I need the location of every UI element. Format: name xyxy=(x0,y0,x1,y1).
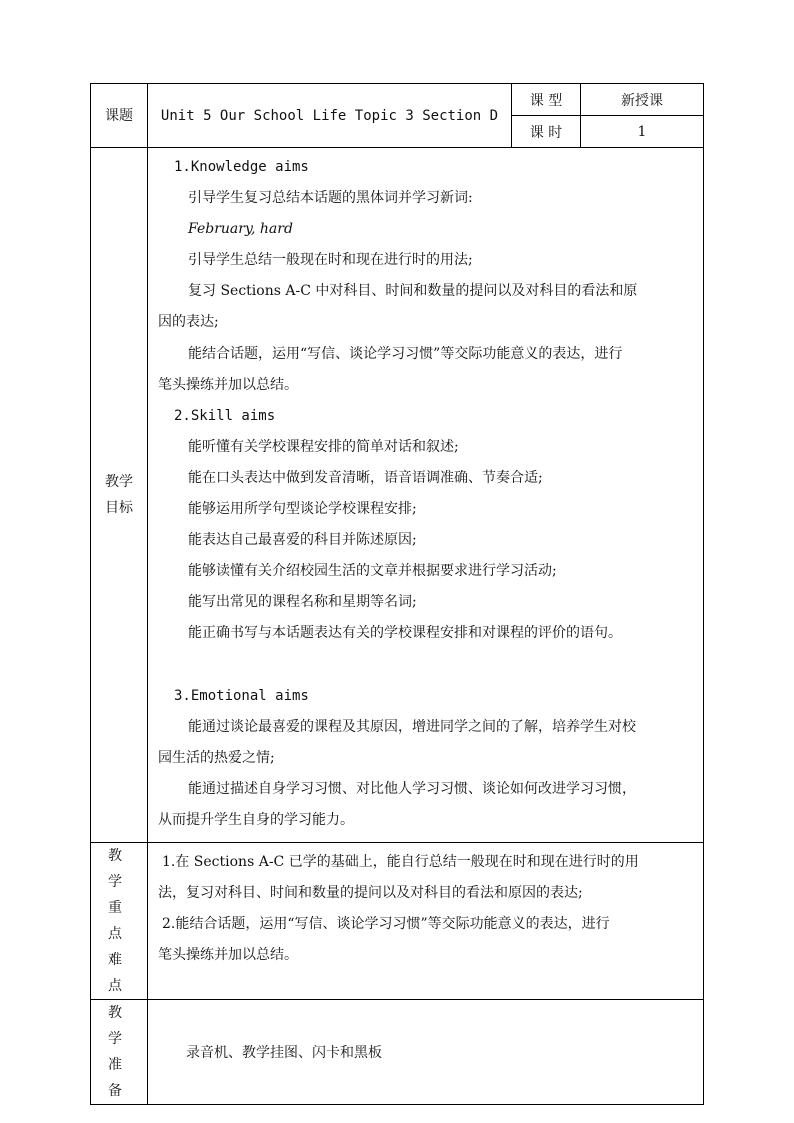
emotional-aim-2a: 能通过描述自身学习习惯、对比他人学习习惯、谈论如何改进学习习惯， xyxy=(188,780,636,797)
knowledge-aim-3a: 复习 Sections A-C 中对科目、时间和数量的提问以及对科目的看法和原 xyxy=(188,283,638,300)
emotional-aim-1a: 能通过谈论最喜爱的课程及其原因，增进同学之间的了解，培养学生对校 xyxy=(188,718,636,735)
aims-row xyxy=(91,148,704,843)
topic-value-cell xyxy=(148,84,512,148)
key-points-label-2: 重 点 xyxy=(108,899,130,942)
preparation-label-1: 教 学 xyxy=(108,1004,130,1047)
skill-aims-title: 2.Skill aims xyxy=(174,407,276,424)
knowledge-aim-4b: 笔头操练并加以总结。 xyxy=(158,376,298,393)
topic-label: 课题 xyxy=(105,107,133,124)
skill-aim-6: 能写出常见的课程名称和星期等名词; xyxy=(188,594,417,611)
blank-line xyxy=(158,650,695,681)
hours-value-cell xyxy=(581,116,704,148)
hours-value: 1 xyxy=(637,123,647,140)
emotional-aims-title: 3.Emotional aims xyxy=(174,687,309,704)
skill-aim-7: 能正确书写与本话题表达有关的学校课程安排和对课程的评价的语句。 xyxy=(188,625,622,642)
key-points-label-1: 教 学 xyxy=(108,847,130,890)
type-value: 新授课 xyxy=(621,92,663,109)
knowledge-aims-title: 1.Knowledge aims xyxy=(174,159,309,175)
knowledge-aim-1: 引导学生复习总结本话题的黑体词并学习新词: xyxy=(188,190,473,207)
skill-aim-1: 能听懂有关学校课程安排的简单对话和叙述; xyxy=(188,438,459,455)
skill-aim-5: 能够读懂有关介绍校园生活的文章并根据要求进行学习活动; xyxy=(188,563,557,580)
aims-label-1: 教学 xyxy=(105,473,133,490)
emotional-aim-1b: 园生活的热爱之情; xyxy=(158,749,275,766)
type-value-cell xyxy=(581,84,704,116)
type-label-cell xyxy=(512,84,581,116)
preparation-row xyxy=(91,999,704,1104)
key-point-2a: 2.能结合话题，运用“写信、谈论学习习惯”等交际功能意义的表达，进行 xyxy=(162,916,610,933)
knowledge-new-words: February, hard xyxy=(188,221,293,238)
preparation-label-cell xyxy=(91,999,148,1104)
topic-value: Unit 5 Our School Life Topic 3 Section D xyxy=(160,107,499,124)
header-row-type xyxy=(91,84,704,116)
preparation-content: 录音机、教学挂图、闪卡和黑板 xyxy=(186,1044,382,1061)
key-point-2b: 笔头操练并加以总结。 xyxy=(158,947,298,964)
aims-content-cell xyxy=(148,148,704,843)
key-point-1b: 法，复习对科目、时间和数量的提问以及对科目的看法和原因的表达; xyxy=(158,885,583,902)
key-points-content-cell xyxy=(148,842,704,999)
type-label: 课 型 xyxy=(529,92,563,109)
hours-label-cell xyxy=(512,116,581,148)
skill-aim-3: 能够运用所学句型谈论学校课程安排; xyxy=(188,501,417,518)
aims-label-2: 目标 xyxy=(105,499,133,516)
lesson-plan-table xyxy=(90,83,704,1105)
knowledge-aim-3b: 因的表达; xyxy=(158,314,219,331)
knowledge-aim-2: 引导学生总结一般现在时和现在进行时的用法; xyxy=(188,252,473,269)
key-points-label-cell xyxy=(91,842,148,999)
topic-label-cell xyxy=(91,84,148,148)
emotional-aim-2b: 从而提升学生自身的学习能力。 xyxy=(158,811,354,828)
preparation-label-2: 准 备 xyxy=(108,1056,130,1099)
knowledge-aim-4a: 能结合话题，运用“写信、谈论学习习惯”等交际功能意义的表达，进行 xyxy=(188,345,623,362)
key-points-row xyxy=(91,842,704,999)
key-point-1a: 1.在 Sections A-C 已学的基础上，能自行总结一般现在时和现在进行时的用 xyxy=(162,853,639,870)
preparation-content-cell xyxy=(148,999,704,1104)
key-points-label-3: 难 点 xyxy=(108,951,130,994)
hours-label: 课 时 xyxy=(529,124,563,141)
skill-aim-4: 能表达自己最喜爱的科目并陈述原因; xyxy=(188,532,417,549)
skill-aim-2: 能在口头表达中做到发音清晰，语音语调准确、节奏合适; xyxy=(188,469,543,486)
aims-label-cell xyxy=(91,148,148,843)
